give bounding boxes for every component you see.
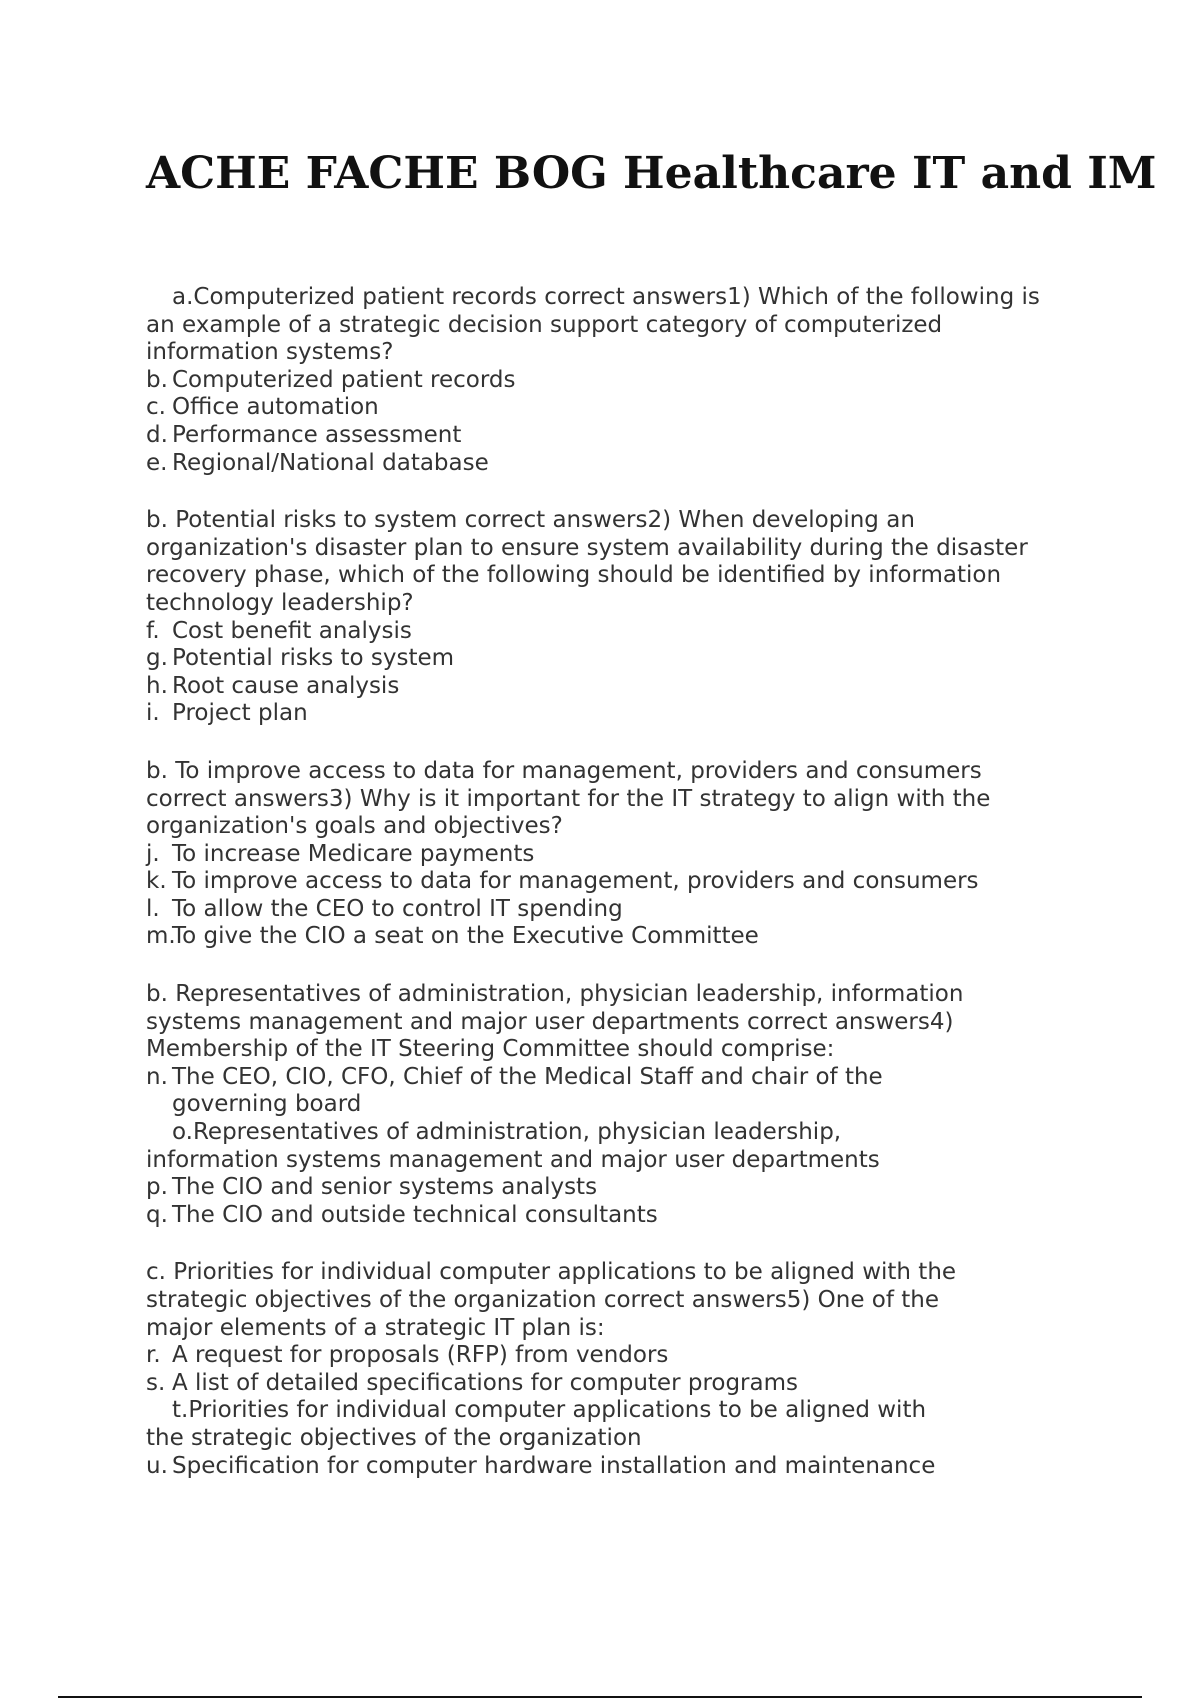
option-text: Project plan xyxy=(172,700,308,727)
question-3 xyxy=(146,758,1106,951)
answer-option xyxy=(146,1064,1106,1092)
option-text-line: the strategic objectives of the organization xyxy=(146,1424,642,1451)
question-text-line: systems management and major user departments correct answers4) xyxy=(146,1008,954,1035)
question-text-line: organization's goals and objectives? xyxy=(146,813,563,840)
option-letter: m. xyxy=(146,923,176,950)
answer-option xyxy=(146,673,1106,701)
answer-option xyxy=(146,923,1106,951)
answer-option xyxy=(146,618,1106,646)
question-text-line: c. Priorities for individual computer applications to be aligned with the xyxy=(146,1259,957,1286)
option-text: To allow the CEO to control IT spending xyxy=(172,895,623,922)
question-text-line: b. Potential risks to system correct answers2) When developing an xyxy=(146,507,915,534)
question-text-line: information systems? xyxy=(146,339,394,366)
option-text: Specification for computer hardware installation and maintenance xyxy=(172,1452,936,1479)
question-text-line: recovery phase, which of the following should be identified by information xyxy=(146,562,1002,589)
answer-option xyxy=(146,1202,1106,1230)
option-text: A request for proposals (RFP) from vendors xyxy=(172,1342,669,1369)
option-letter: i. xyxy=(146,700,160,727)
option-letter: r. xyxy=(146,1342,161,1369)
question-text-line: a.Computerized patient records correct answers1) Which of the following is xyxy=(172,284,1040,310)
option-text: Regional/National database xyxy=(172,449,489,476)
answer-option xyxy=(146,1453,1106,1481)
option-letter: l. xyxy=(146,895,160,922)
answer-option xyxy=(146,868,1106,896)
option-text: To give the CIO a seat on the Executive Committee xyxy=(172,923,759,950)
answer-option xyxy=(146,700,1106,728)
question-text-line: b. Representatives of administration, physician leadership, information xyxy=(146,981,964,1008)
question-4 xyxy=(146,981,1106,1229)
option-letter: u. xyxy=(146,1452,168,1479)
question-text-line: major elements of a strategic IT plan is: xyxy=(146,1314,605,1341)
option-text-continuation: governing board xyxy=(172,1091,362,1118)
option-text: Performance assessment xyxy=(172,421,462,448)
question-text-line: Membership of the IT Steering Committee should comprise: xyxy=(146,1036,835,1063)
option-letter: j. xyxy=(146,840,160,867)
answer-option xyxy=(146,422,1106,450)
option-text: The CIO and outside technical consultants xyxy=(172,1201,658,1228)
question-1 xyxy=(146,284,1106,477)
option-letter: c. xyxy=(146,394,166,421)
option-text-line: information systems management and major user departments xyxy=(146,1146,880,1173)
option-letter: d. xyxy=(146,421,168,448)
option-letter: g. xyxy=(146,645,168,672)
option-letter: e. xyxy=(146,449,168,476)
page-title: ACHE FACHE BOG Healthcare IT and IM xyxy=(146,148,1157,199)
option-text-line: o.Representatives of administration, physician leadership, xyxy=(172,1119,842,1146)
option-text: Office automation xyxy=(172,394,379,421)
option-text: To improve access to data for management, providers and consumers xyxy=(172,868,979,895)
option-letter: s. xyxy=(146,1369,166,1396)
option-text-line: t.Priorities for individual computer applications to be aligned with xyxy=(172,1397,927,1424)
answer-option xyxy=(146,841,1106,869)
question-2 xyxy=(146,507,1106,728)
option-letter: h. xyxy=(146,672,168,699)
question-text-line: organization's disaster plan to ensure system availability during the disaster xyxy=(146,534,1028,561)
question-text-line: correct answers3) Why is it important for the IT strategy to align with the xyxy=(146,785,991,812)
footer-divider xyxy=(58,1696,1142,1698)
option-letter: n. xyxy=(146,1063,168,1090)
question-text-line: an example of a strategic decision support category of computerized xyxy=(146,311,943,338)
option-letter: f. xyxy=(146,617,160,644)
option-letter: q. xyxy=(146,1201,168,1228)
option-text: The CEO, CIO, CFO, Chief of the Medical Staff and chair of the xyxy=(172,1063,883,1090)
option-letter: k. xyxy=(146,868,167,895)
option-letter: p. xyxy=(146,1174,168,1201)
question-text-line: strategic objectives of the organization correct answers5) One of the xyxy=(146,1287,940,1313)
answer-option xyxy=(146,394,1106,422)
answer-option xyxy=(146,896,1106,924)
option-text: Computerized patient records xyxy=(172,366,516,393)
answer-option xyxy=(146,645,1106,673)
question-5 xyxy=(146,1259,1106,1480)
option-text: A list of detailed specifications for computer programs xyxy=(172,1369,798,1396)
option-letter: b. xyxy=(146,366,168,393)
option-text: Potential risks to system xyxy=(172,645,455,672)
option-text: To increase Medicare payments xyxy=(172,840,535,867)
answer-option xyxy=(146,1342,1106,1370)
question-text-line: technology leadership? xyxy=(146,589,414,616)
document-body xyxy=(146,284,1106,1510)
answer-option xyxy=(146,450,1106,478)
option-text: Root cause analysis xyxy=(172,672,400,699)
answer-option xyxy=(146,367,1106,395)
option-text: The CIO and senior systems analysts xyxy=(172,1174,598,1201)
answer-option xyxy=(146,1370,1106,1398)
answer-option xyxy=(146,1174,1106,1202)
question-text-line: b. To improve access to data for management, providers and consumers xyxy=(146,757,982,784)
option-text: Cost benefit analysis xyxy=(172,617,412,644)
